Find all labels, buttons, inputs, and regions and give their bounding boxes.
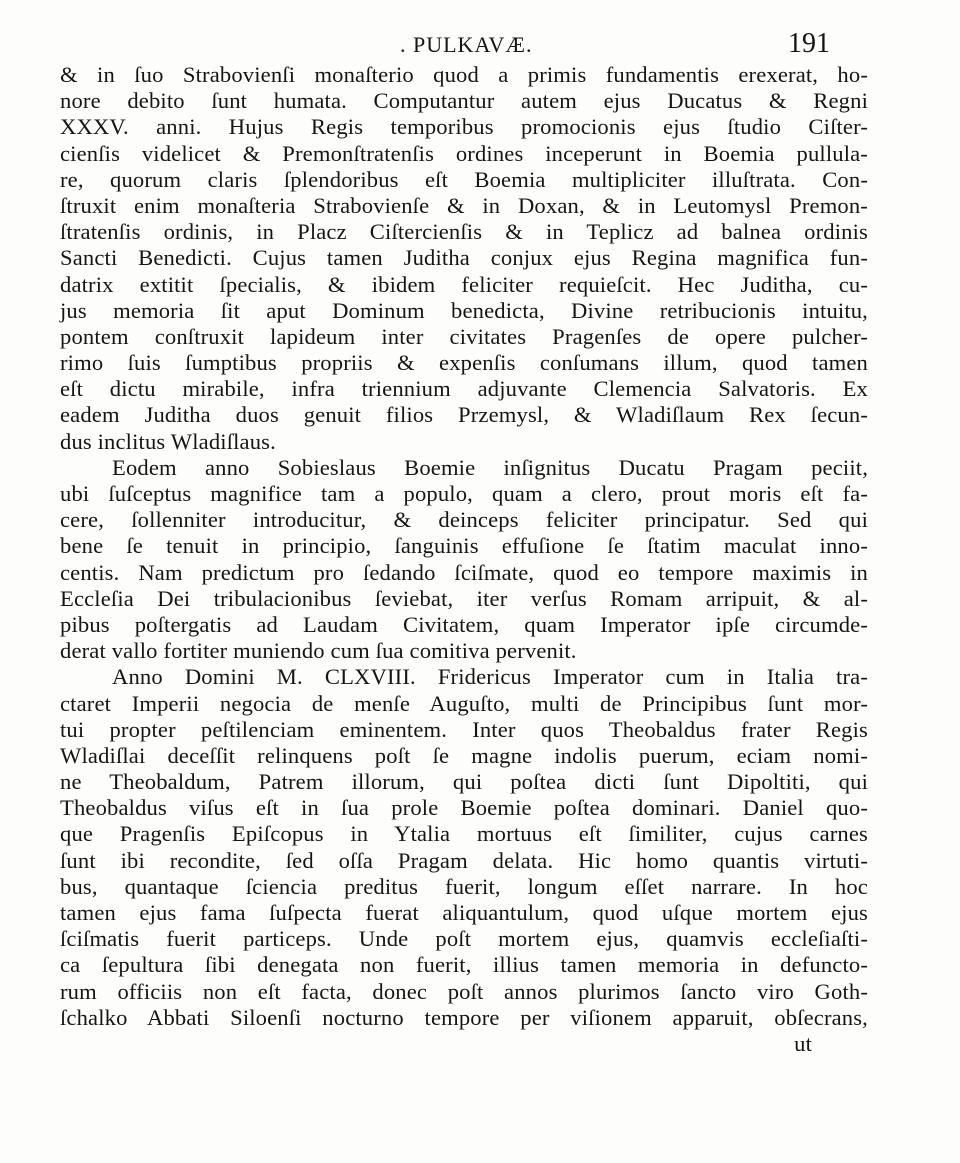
text-line: tamen ejus fama ſuſpecta fuerat aliquantulum, quod uſque mortem ejus (60, 900, 868, 925)
text-line: & in ſuo Strabovienſi monaſterio quod a primis fundamentis erexerat, ho- (60, 62, 868, 87)
text-line: cienſis videlicet & Premonſtratenſis ordines inceperunt in Boemia pullula- (60, 140, 868, 166)
text-line: ctaret Imperii negocia de menſe Auguſto, multi de Principibus ſunt mor- (60, 690, 868, 716)
text-line: re, quorum claris ſplendoribus eſt Boemia multipliciter illuſtrata. Con- (60, 166, 868, 192)
text-line: ſtratenſis ordinis, in Placz Ciſtercienſis & in Teplicz ad balnea ordinis (60, 219, 868, 245)
text-line: eſt dictu mirabile, infra triennium adjuvante Clemencia Salvatoris. Ex (60, 376, 868, 402)
text-line: ſchalko Abbati Siloenſi nocturno tempore per viſionem apparuit, obſecrans, (60, 1004, 868, 1030)
catchword: ut (794, 1030, 812, 1056)
text-line: Eccleſia Dei tribulacionibus ſeviebat, iter verſus Romam arripuit, & al- (60, 585, 868, 611)
text-line: centis. Nam predictum pro ſedando ſciſmate, quod eo tempore maximis in (60, 559, 868, 585)
text-line: derat vallo fortiter muniendo cum ſua comitiva pervenit. (60, 638, 577, 664)
page-number: 191 (788, 28, 830, 59)
text-line: bus, quantaque ſciencia preditus fuerit, longum eſſet narrare. In hoc (60, 873, 868, 899)
text-line: bene ſe tenuit in principio, ſanguinis effuſione ſe ſtatim maculat inno- (60, 533, 868, 559)
text-line: ſunt ibi recondite, ſed oſſa Pragam delata. Hic homo quantis virtuti- (60, 847, 868, 873)
text-line: datrix extitit ſpecialis, & ibidem feliciter requieſcit. Hec Juditha, cu- (60, 271, 868, 297)
running-head: . PULKAVÆ. (400, 32, 533, 57)
text-line: Anno Domini M. CLXVIII. Fridericus Imperator cum in Italia tra- (112, 664, 868, 690)
page-header (60, 26, 830, 66)
text-line: ſciſmatis fuerit particeps. Unde poſt mortem ejus, quamvis eccleſiaſti- (60, 926, 868, 952)
text-line: Theobaldus viſus eſt in ſua prole Boemie poſtea dominari. Daniel quo- (60, 795, 868, 821)
text-line: Sancti Benedicti. Cujus tamen Juditha conjux ejus Regina magnifica fun- (60, 245, 868, 271)
text-line: rimo ſuis ſumptibus propriis & expenſis conſumans illum, quod tamen (60, 350, 868, 376)
text-line: tui propter peſtilenciam eminentem. Inter quos Theobaldus frater Regis (60, 716, 868, 742)
text-line: ne Theobaldum, Patrem illorum, qui poſtea dicti ſunt Dipoltiti, qui (60, 769, 868, 795)
text-line: eadem Juditha duos genuit filios Przemysl, & Wladiſlaum Rex ſecun- (60, 402, 868, 428)
text-line: jus memoria ſit aput Dominum benedicta, Divine retribucionis intuitu, (60, 297, 868, 323)
text-line: XXXV. anni. Hujus Regis temporibus promocionis ejus ſtudio Ciſter- (60, 114, 868, 140)
text-line: ca ſepultura ſibi denegata non fuerit, illius tamen memoria in defuncto- (60, 952, 868, 978)
text-line: rum officiis non eſt facta, donec poſt annos plurimos ſancto viro Goth- (60, 978, 868, 1004)
text-line: ubi ſuſceptus magnifice tam a populo, quam a clero, prout moris eſt fa- (60, 481, 868, 506)
text-line: nore debito ſunt humata. Computantur autem ejus Ducatus & Regni (60, 88, 868, 114)
text-line: que Pragenſis Epiſcopus in Ytalia mortuus eſt ſimiliter, cujus carnes (60, 821, 868, 847)
text-line: dus inclitus Wladiſlaus. (60, 428, 276, 454)
text-line: ſtruxit enim monaſteria Strabovienſe & in Doxan, & in Leutomysl Premon- (60, 192, 868, 218)
text-line: pibus poſtergatis ad Laudam Civitatem, quam Imperator ipſe circumde- (60, 611, 868, 637)
text-line: Wladiſlai deceſſit relinquens poſt ſe magne indolis puerum, eciam nomi- (60, 742, 868, 768)
text-line: Eodem anno Sobieslaus Boemie inſignitus Ducatu Pragam peciit, (112, 454, 868, 480)
text-line: cere, ſollenniter introducitur, & deinceps feliciter principatur. Sed qui (60, 507, 868, 533)
text-line: pontem conſtruxit lapideum inter civitates Pragenſes de opere pulcher- (60, 323, 868, 349)
body-text (60, 62, 868, 1056)
